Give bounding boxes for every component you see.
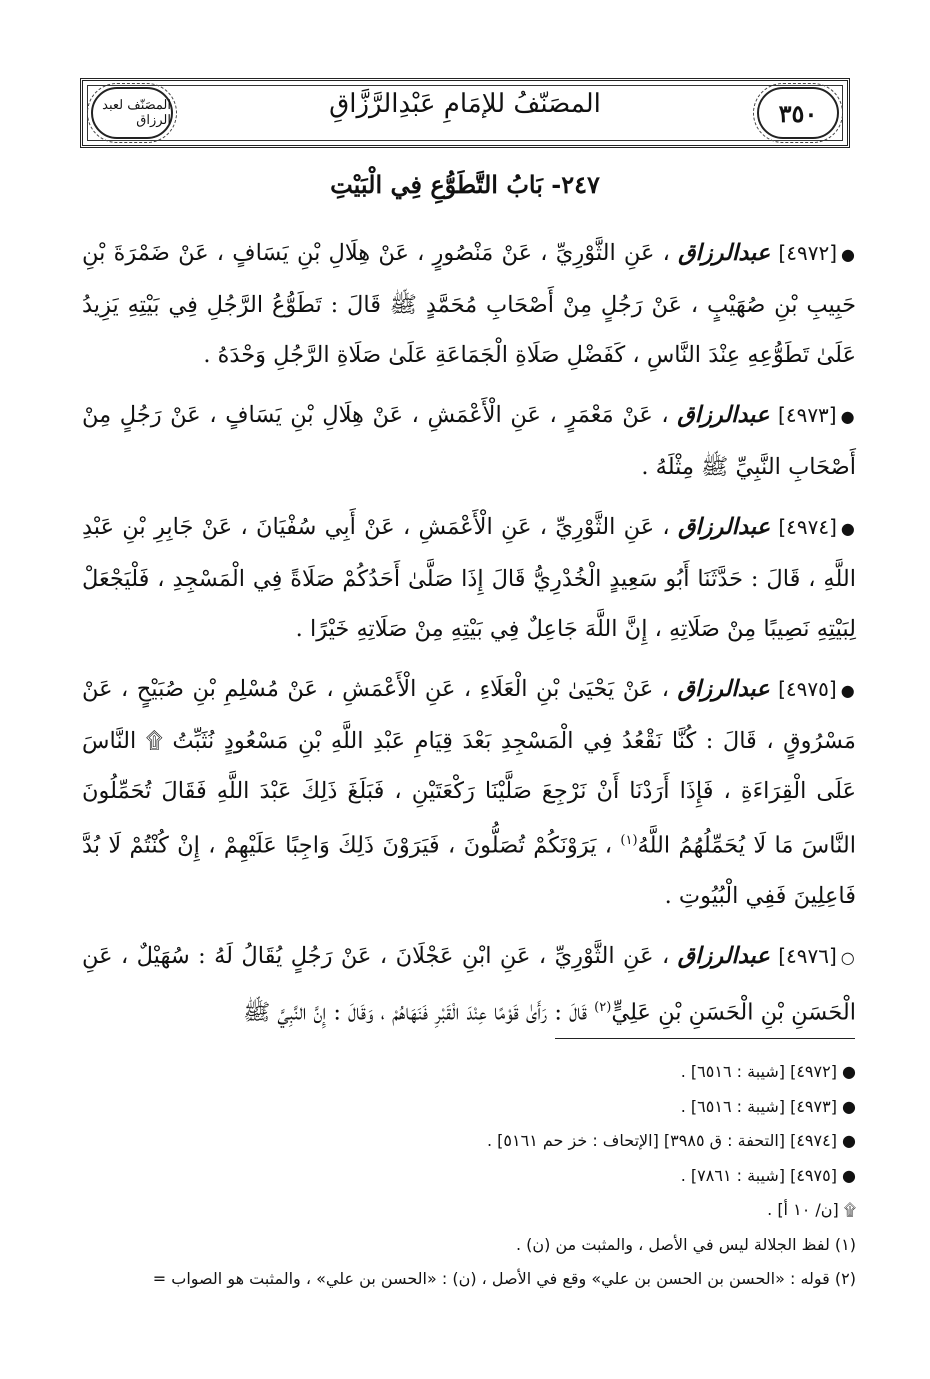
footnote-line: ● [٤٩٧٢] [شيبة : ٦٥١٦] . xyxy=(680,1062,856,1081)
hadith-text: ، عَنْ يَحْيَىٰ بْنِ الْعَلَاءِ ، عَنِ الْأَعْمَشِ ، عَنْ مُسْلِمِ بْنِ صُبَيْحٍ ، عَنْ مَسْرُوقٍ ، قَالَ : كُنَّا نَقْعُدُ فِي الْمَسْجِدِ بَعْدَ قِيَامِ عَبْدِ اللَّهِ بْنِ مَسْعُودٍ نُثَبِّتُ ۩ النَّاسَ عَلَى الْقِرَاءَةِ ، فَإِذَا أَرَدْنَا أَنْ نَرْجِعَ صَلَّيْنَا رَكْعَتَيْنِ ، فَبَلَغَ ذَلِكَ عَبْدَ اللَّهِ فَقَالَ تُحَمِّلُونَ النَّاسَ مَا لَا يُحَمِّلُهُمُ اللَّهُ xyxy=(82,676,856,859)
page-number: ٣٥٠ xyxy=(778,98,818,128)
hadith-paragraph xyxy=(82,228,856,380)
footnote-line: (٢) قوله : «الحسن بن الحسن بن علي» وقع في الأصل ، (ن) : «الحسن بن علي» ، والمثبت هو الصواب = xyxy=(152,1269,856,1288)
page-header xyxy=(80,78,850,148)
chapter-title: ٢٤٧- بَابُ التَّطَوُّعِ فِي الْبَيْتِ xyxy=(330,170,600,199)
book-logo-ornament xyxy=(91,87,173,139)
hadith-paragraph xyxy=(82,664,856,921)
hadith-paragraph xyxy=(82,502,856,654)
hadith-text: ، عَنْ مَعْمَرٍ ، عَنِ الْأَعْمَشِ ، عَنْ هِلَالِ بْنِ يَسَافٍ ، عَنْ رَجُلٍ مِنْ أَصْحَابِ النَّبِيِّ ﷺ مِثْلَهُ . xyxy=(82,402,856,480)
hadith-marker: ● xyxy=(840,407,857,426)
hadith-paragraph xyxy=(82,390,856,492)
hadith-paragraph xyxy=(82,931,856,1038)
hadith-marker: ● xyxy=(841,245,856,264)
footnote-line: (١) لفظ الجلالة ليس في الأصل ، والمثبت من (ن) . xyxy=(515,1234,856,1254)
footnote-line: ● [٤٩٧٤] [التحفة : ق ٣٩٨٥] [الإتحاف : خز حم ٥١٦١] . xyxy=(487,1131,856,1150)
footnote-line: ● [٤٩٧٥] [شيبة : ٧٨٦١] . xyxy=(680,1165,856,1185)
hadith-text-continued: قَالَ : رَأَىٰ قَوْمًا عِنْدَ الْقَبْرِ فَنَهَاهُمْ ، وَقَالَ : إِنَّ النَّبِيَّ ﷺ xyxy=(243,999,588,1025)
footnote-line: ۩ [ن/ ١٠ أ] . xyxy=(767,1200,856,1219)
ornament-border xyxy=(753,83,843,143)
hadith-text-continued: ، يَرَوْنَكُمْ تُصَلُّونَ ، فَيَرَوْنَ ذَلِكَ وَاجِبًا عَلَيْهِمْ ، إِنْ كُنْتُمْ لَا بُدَّ فَاعِلِينَ فَفِي الْبُيُوتِ . xyxy=(82,832,856,909)
page-number-ornament xyxy=(757,87,839,139)
footnote-line: ● [٤٩٧٣] [شيبة : ٦٥١٦] . xyxy=(680,1096,856,1116)
hadith-body xyxy=(82,228,856,1047)
hadith-ref: [٤٩٧٢] xyxy=(778,241,837,265)
logo-text: المصَنّف لعبد الرزاق xyxy=(102,98,171,128)
footnote-mark: (٢) xyxy=(594,999,612,1015)
book-title: المصَنّفُ للإمَامِ عَبْدِالرَّزَّاقِ xyxy=(329,89,601,119)
narrator: عبدالرزاق xyxy=(678,240,771,266)
hadith-ref: [٤٩٧٣] xyxy=(778,403,837,427)
hadith-marker: ● xyxy=(840,519,856,538)
footnote-mark: (١) xyxy=(620,833,638,848)
hadith-text: ، عَنِ الثَّوْرِيِّ ، عَنِ ابْنِ عَجْلَانَ ، عَنْ رَجُلٍ يُقَالُ لَهُ : سُهَيْلٌ ، عَنِ الْحَسَنِ بْنِ الْحَسَنِ بْنِ عَلِيٍّ xyxy=(82,942,856,1025)
hadith-text: ، عَنِ الثَّوْرِيِّ ، عَنْ مَنْصُورٍ ، عَنْ هِلَالِ بْنِ يَسَافٍ ، عَنْ ضَمْرَةَ بْنِ حَبِيبِ بْنِ صُهَيْبٍ ، عَنْ رَجُلٍ مِنْ أَصْحَابِ مُحَمَّدٍ ﷺ قَالَ : تَطَوُّعُ الرَّجُلِ فِي بَيْتِهِ يَزِيدُ عَلَىٰ تَطَوُّعِهِ عِنْدَ النَّاسِ ، كَفَضْلِ صَلَاةِ الْجَمَاعَةِ عَلَىٰ صَلَاةِ الرَّجُلِ وَحْدَهُ . xyxy=(82,240,856,368)
narrator: عبدالرزاق xyxy=(677,942,770,969)
footnotes xyxy=(82,1055,856,1297)
hadith-ref: [٤٩٧٤] xyxy=(778,515,837,539)
hadith-ref: [٤٩٧٦] xyxy=(778,943,837,968)
narrator: عبدالرزاق xyxy=(677,514,771,540)
hadith-text: ، عَنِ الثَّوْرِيِّ ، عَنِ الْأَعْمَشِ ، عَنْ أَبِي سُفْيَانَ ، عَنْ جَابِرِ بْنِ عَبْدِ اللَّهِ ، قَالَ : حَدَّثَنَا أَبُو سَعِيدٍ الْخُدْرِيُّ قَالَ إِذَا صَلَّىٰ أَحَدُكُمْ صَلَاةً فِي الْمَسْجِدِ ، فَلْيَجْعَلْ لِبَيْتِهِ نَصِيبًا مِنْ صَلَاتِهِ ، إِنَّ اللَّهَ جَاعِلٌ فِي بَيْتِهِ مِنْ صَلَاتِهِ خَيْرًا . xyxy=(82,514,856,642)
hadith-marker: ● xyxy=(840,681,856,700)
hadith-marker: ○ xyxy=(840,947,857,967)
footnote-divider xyxy=(555,1038,855,1039)
hadith-ref: [٤٩٧٥] xyxy=(778,677,837,701)
narrator: عبدالرزاق xyxy=(677,676,770,702)
narrator: عبدالرزاق xyxy=(677,402,770,428)
ornament-border xyxy=(87,83,177,143)
